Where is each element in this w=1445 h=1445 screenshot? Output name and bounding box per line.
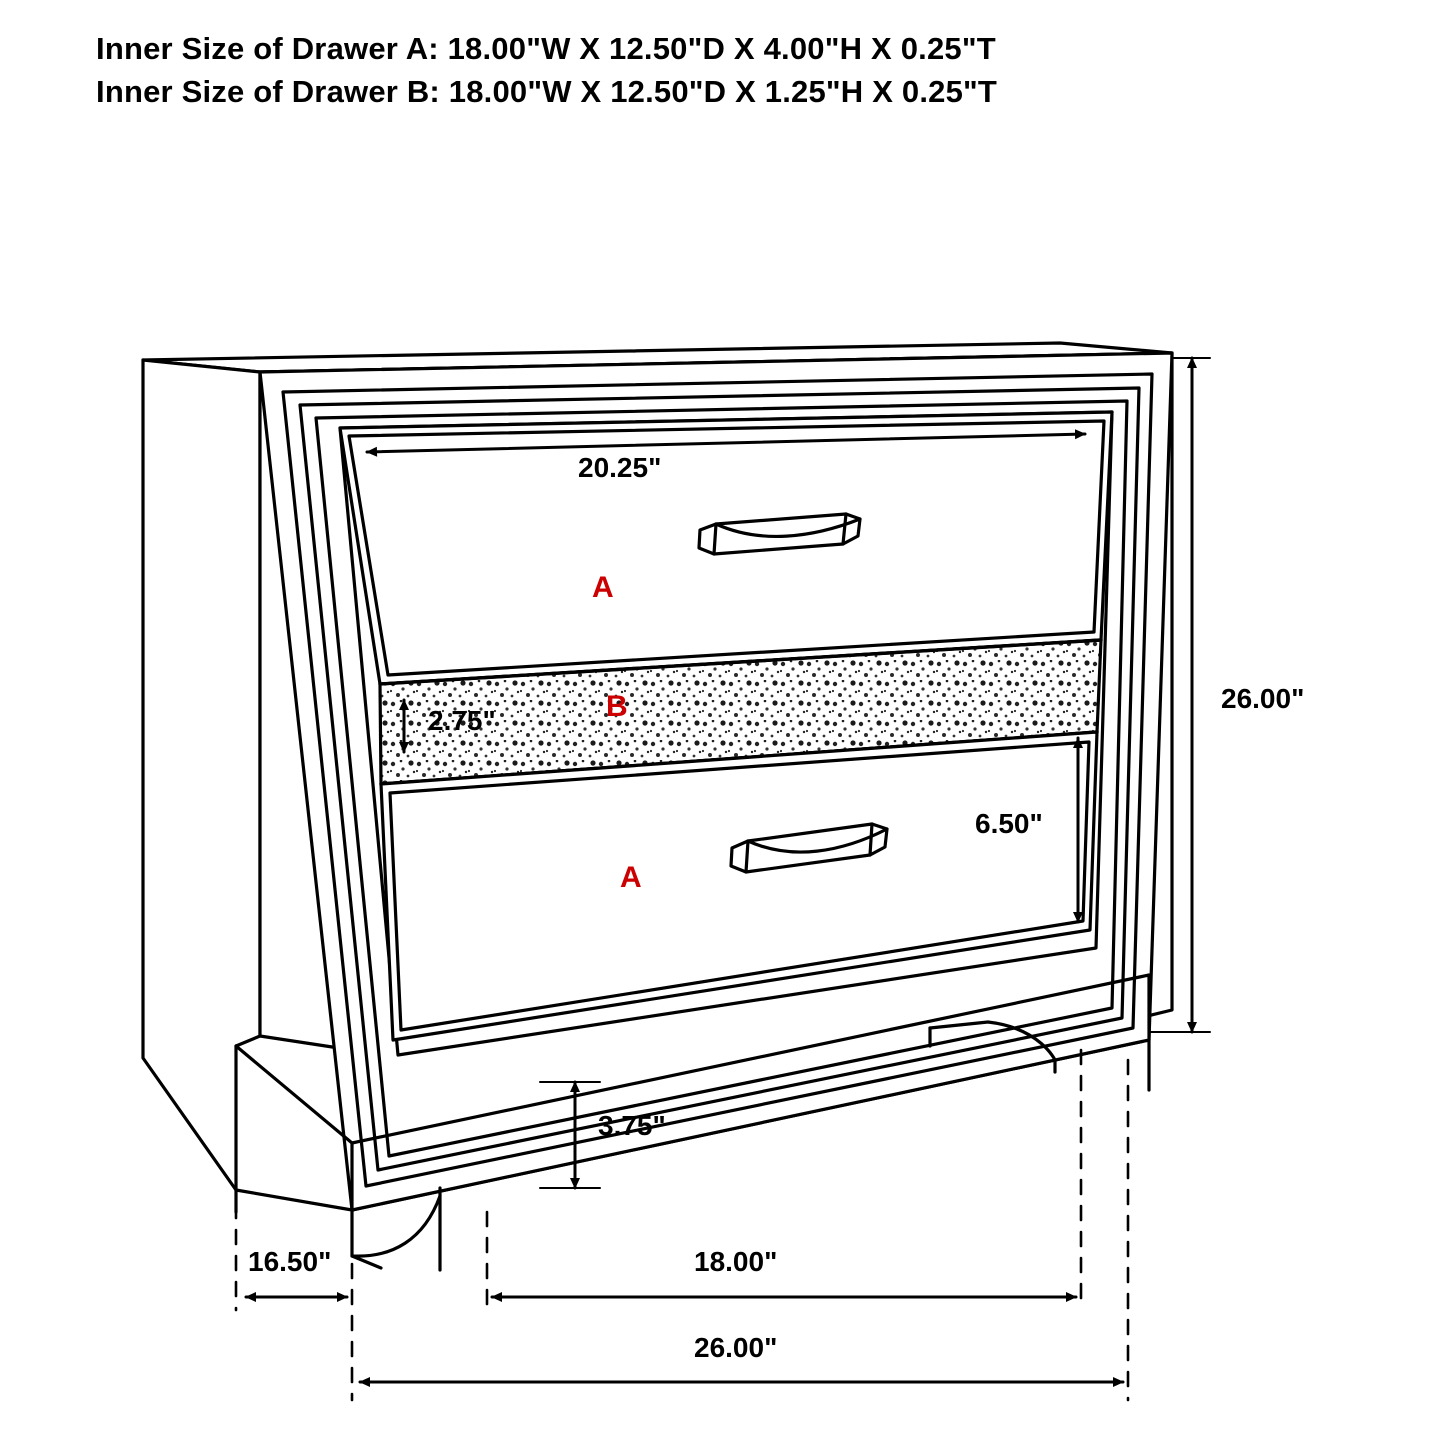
dim-top-drawer-width-label: 20.25" bbox=[578, 452, 662, 483]
drawer-a-top-label: A bbox=[592, 571, 614, 604]
dim-total-width-label: 26.00" bbox=[694, 1332, 778, 1363]
drawer-b-label: B bbox=[606, 690, 628, 723]
dim-total-height-label: 26.00" bbox=[1221, 683, 1305, 714]
drawer-a-spec-line: Inner Size of Drawer A: 18.00"W X 12.50"D X 4.00"H X 0.25"T bbox=[96, 31, 996, 66]
dim-lower-drawer-height-label: 6.50" bbox=[975, 808, 1043, 839]
drawer-b-spec-line: Inner Size of Drawer B: 18.00"W X 12.50"D X 1.25"H X 0.25"T bbox=[96, 73, 998, 109]
dim-drawer-b-height-label: 2.75" bbox=[428, 705, 496, 736]
dim-inner-width-label: 18.00" bbox=[694, 1246, 778, 1277]
dim-leg-height-label: 3.75" bbox=[598, 1110, 666, 1141]
drawer-a-bottom-label: A bbox=[620, 861, 642, 894]
dim-side-depth-label: 16.50" bbox=[248, 1246, 332, 1277]
